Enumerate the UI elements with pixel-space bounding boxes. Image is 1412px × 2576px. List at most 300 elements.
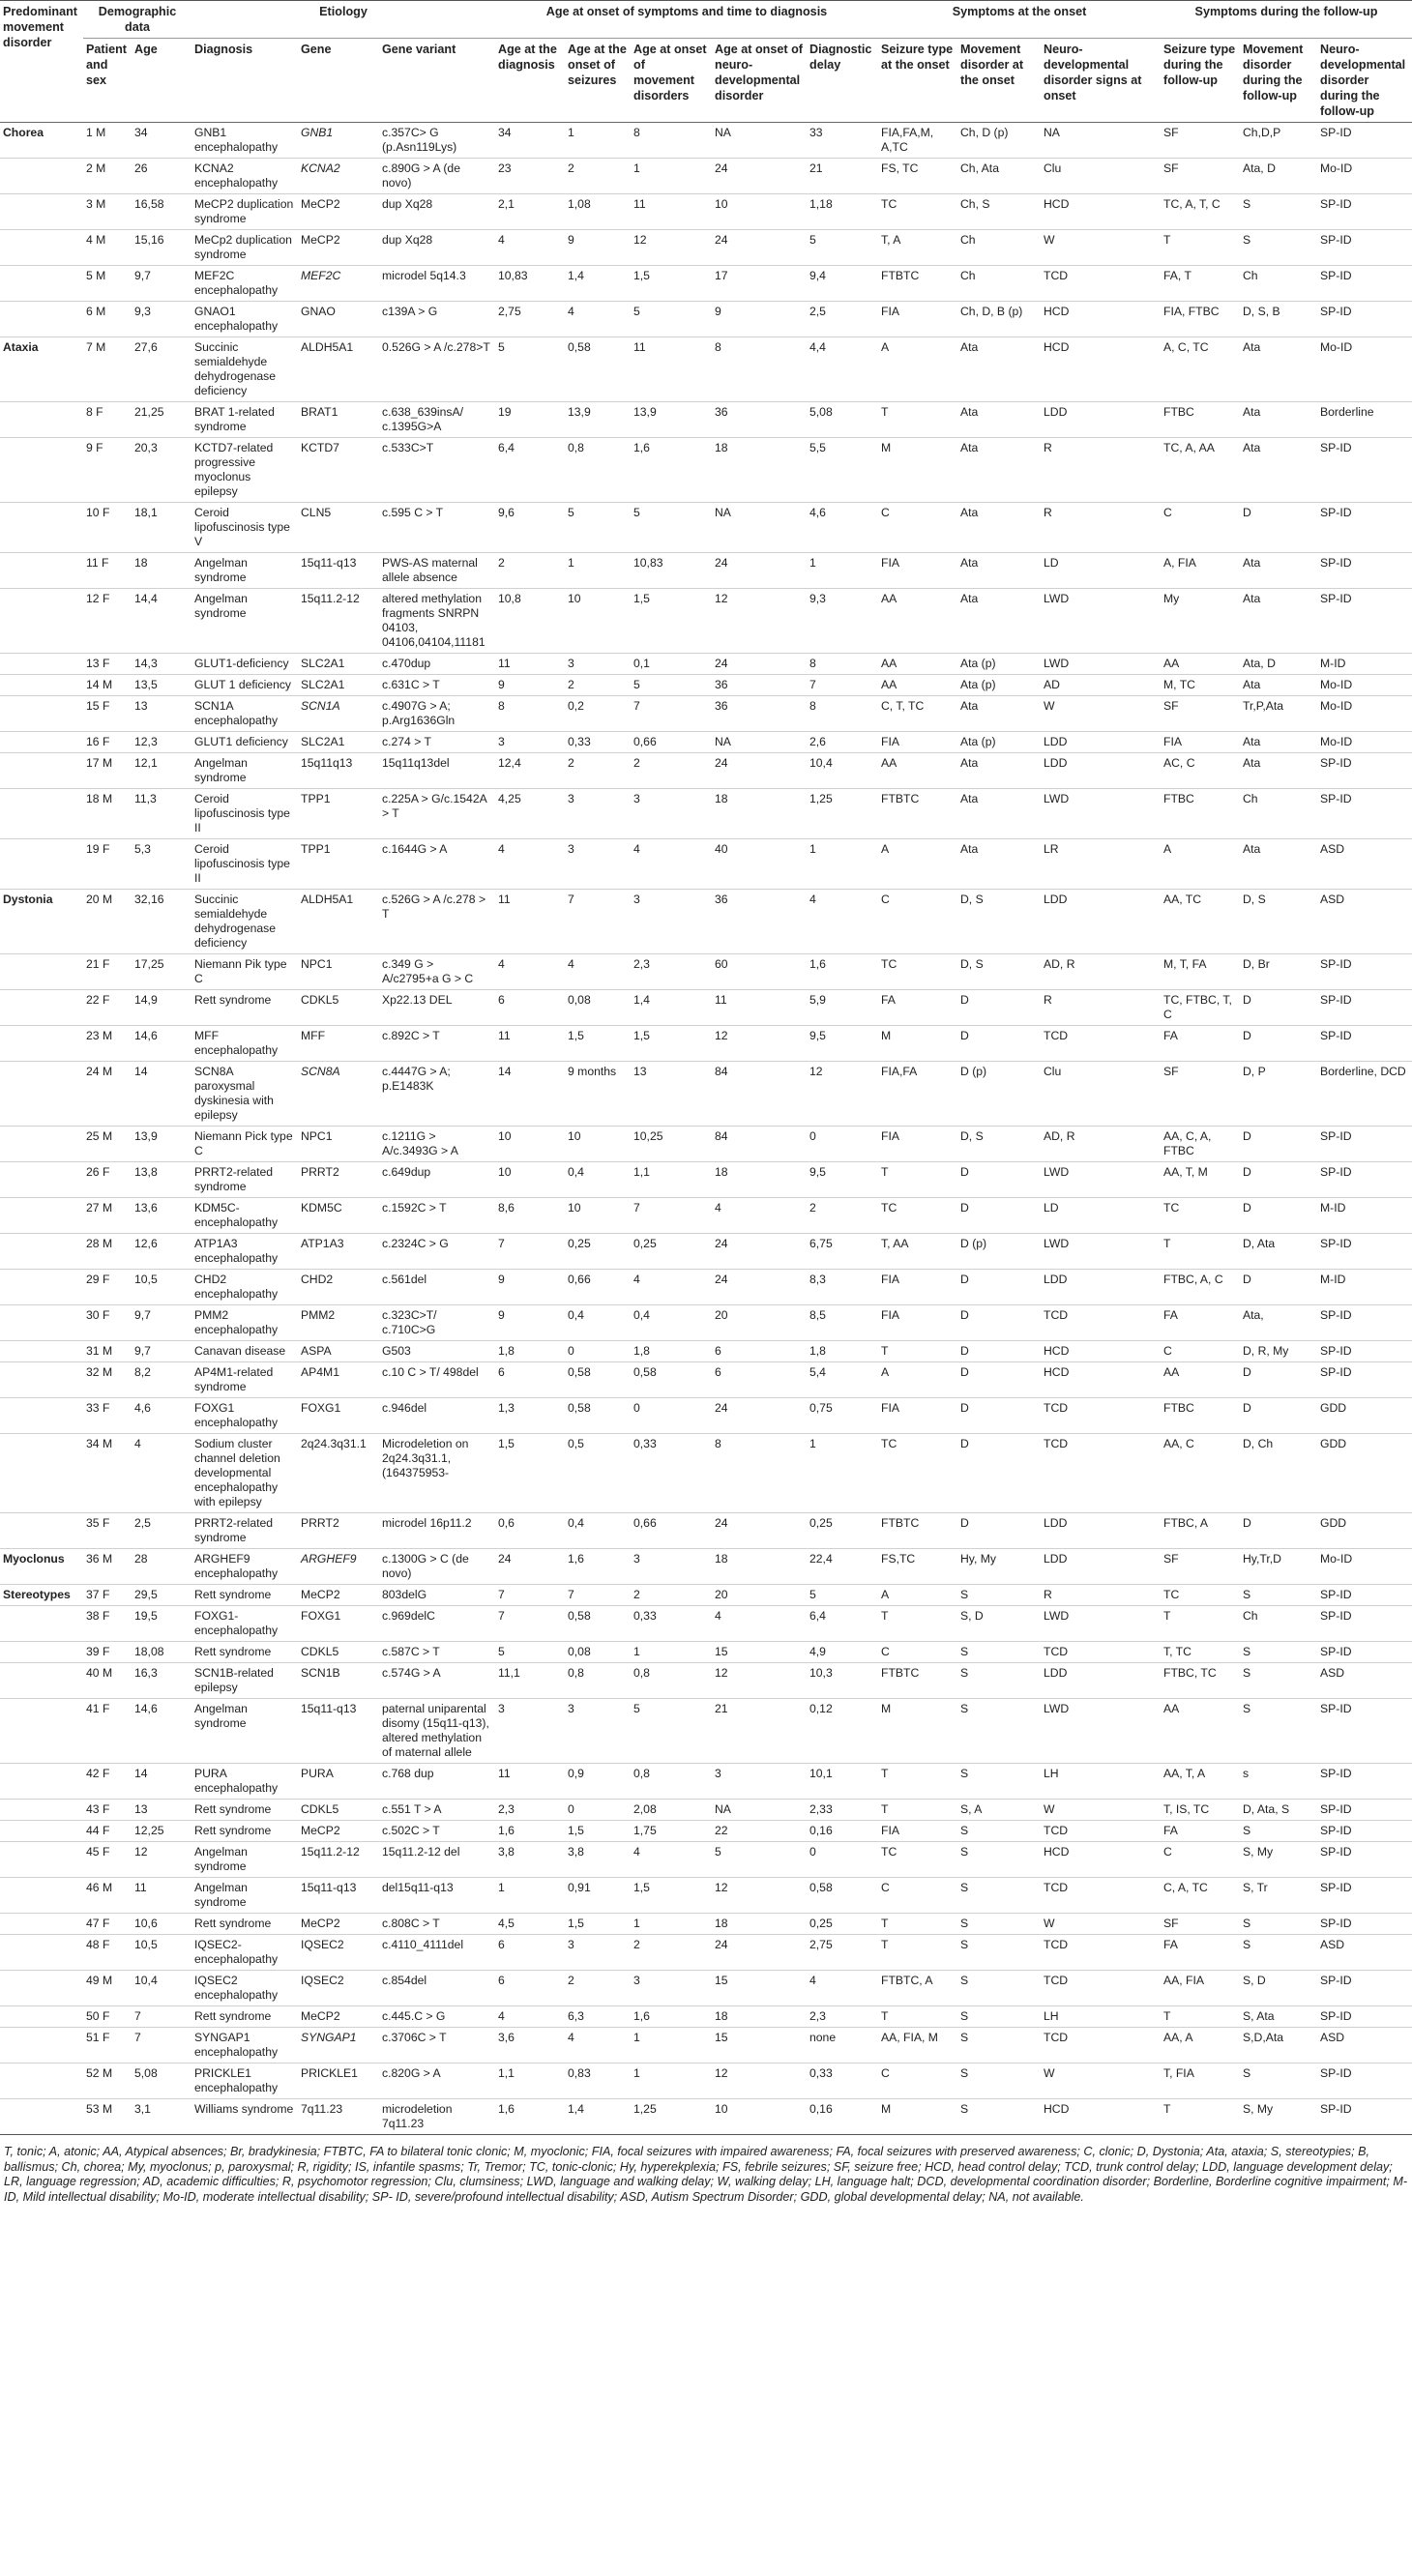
table-cell: TC [1161, 1585, 1240, 1606]
movement-group-cell: Myoclonus [0, 1549, 83, 1585]
table-cell: Ata (p) [957, 654, 1041, 675]
table-cell: FIA,FA,M, A,TC [878, 123, 957, 159]
table-cell: SP-ID [1317, 1162, 1412, 1198]
table-cell: 5,08 [132, 2064, 191, 2099]
table-cell: 10,83 [631, 553, 712, 589]
table-cell: 36 [712, 696, 807, 732]
table-cell: 9,5 [807, 1026, 878, 1062]
table-cell: 23 [495, 159, 565, 194]
table-cell: 5 [631, 503, 712, 553]
table-cell: 4 [712, 1198, 807, 1234]
table-cell: 2,75 [495, 302, 565, 337]
table-cell: D [957, 1305, 1041, 1341]
table-row [0, 1362, 1412, 1398]
table-cell: FIA [878, 302, 957, 337]
table-cell: S [957, 1699, 1041, 1764]
table-cell: FTBC [1161, 1398, 1240, 1434]
table-cell: 2,08 [631, 1800, 712, 1821]
table-cell: TCD [1041, 1821, 1161, 1842]
table-cell: M, TC [1161, 675, 1240, 696]
table-cell: Ata, D [1240, 159, 1317, 194]
table-row [0, 438, 1412, 503]
table-cell: 3 [712, 1764, 807, 1800]
table-cell: 1,08 [565, 194, 631, 230]
table-cell: c.225A > G/c.1542A > T [379, 789, 495, 839]
table-cell: MeCP2 [298, 1585, 379, 1606]
table-cell: C [1161, 503, 1240, 553]
table-cell: SF [1161, 696, 1240, 732]
table-cell: 4,9 [807, 1642, 878, 1663]
table-cell: Ata [957, 839, 1041, 890]
table-cell: 1 [631, 2028, 712, 2064]
table-cell: Borderline [1317, 402, 1412, 438]
table-cell: A [878, 839, 957, 890]
table-cell: LWD [1041, 589, 1161, 654]
table-cell: 0,33 [631, 1606, 712, 1642]
table-cell: Mo-ID [1317, 732, 1412, 753]
movement-group-cell [0, 1305, 83, 1341]
table-cell: SP-ID [1317, 1914, 1412, 1935]
table-cell: SYNGAP1 [298, 2028, 379, 2064]
table-cell: 803delG [379, 1585, 495, 1606]
table-cell: 9,7 [132, 1305, 191, 1341]
table-cell: c.551 T > A [379, 1800, 495, 1821]
movement-group-cell [0, 1398, 83, 1434]
table-cell: 1,5 [565, 1914, 631, 1935]
table-cell: 3 M [83, 194, 132, 230]
table-cell: 12 [712, 589, 807, 654]
table-cell: c.4907G > A; p.Arg1636Gln [379, 696, 495, 732]
table-cell: ASD [1317, 1663, 1412, 1699]
table-cell: SP-ID [1317, 954, 1412, 990]
table-cell: NPC1 [298, 954, 379, 990]
table-cell: SP-ID [1317, 1026, 1412, 1062]
table-cell: 11 [631, 194, 712, 230]
table-cell: SP-ID [1317, 553, 1412, 589]
table-cell: W [1041, 230, 1161, 266]
table-cell: 12,1 [132, 753, 191, 789]
table-cell: Angelman syndrome [191, 1878, 298, 1914]
table-cell: 18 [712, 2006, 807, 2028]
table-cell: Ata, [1240, 1305, 1317, 1341]
table-cell: BRAT 1-related syndrome [191, 402, 298, 438]
table-cell: TCD [1041, 1935, 1161, 1971]
table-cell: GLUT1-deficiency [191, 654, 298, 675]
table-cell: Niemann Pick type C [191, 1127, 298, 1162]
table-cell: 1,1 [631, 1162, 712, 1198]
table-cell: AA, FIA, M [878, 2028, 957, 2064]
table-cell: LDD [1041, 1549, 1161, 1585]
table-cell: 18 [712, 438, 807, 503]
table-cell: 16,3 [132, 1663, 191, 1699]
table-cell: S, My [1240, 1842, 1317, 1878]
movement-group-cell [0, 1127, 83, 1162]
table-cell: microdel 16p11.2 [379, 1513, 495, 1549]
movement-group-cell [0, 1699, 83, 1764]
table-cell: 0,6 [495, 1513, 565, 1549]
table-cell: 40 [712, 839, 807, 890]
table-cell: 27,6 [132, 337, 191, 402]
table-cell: ASD [1317, 839, 1412, 890]
table-cell: LWD [1041, 789, 1161, 839]
table-cell: 28 [132, 1549, 191, 1585]
table-cell: 13 [132, 696, 191, 732]
table-cell: 15 [712, 1971, 807, 2006]
table-cell: D [957, 1513, 1041, 1549]
table-cell: 0,4 [565, 1305, 631, 1341]
table-cell: FA [1161, 1821, 1240, 1842]
table-cell: 2q24.3q31.1 [298, 1434, 379, 1513]
table-cell: SP-ID [1317, 1341, 1412, 1362]
table-cell: W [1041, 2064, 1161, 2099]
table-cell: AD, R [1041, 954, 1161, 990]
table-cell: LDD [1041, 402, 1161, 438]
table-cell: 14,6 [132, 1699, 191, 1764]
table-cell: 20,3 [132, 438, 191, 503]
table-cell: FS,TC [878, 1549, 957, 1585]
table-cell: 1,5 [565, 1821, 631, 1842]
table-cell: 6 [712, 1362, 807, 1398]
table-cell: 17 M [83, 753, 132, 789]
table-cell: 33 [807, 123, 878, 159]
table-cell: SP-ID [1317, 1971, 1412, 2006]
table-cell: 0 [807, 1127, 878, 1162]
table-cell: T [878, 2006, 957, 2028]
table-cell: 16,58 [132, 194, 191, 230]
table-cell: D [1240, 503, 1317, 553]
table-cell: 0,25 [807, 1513, 878, 1549]
table-cell: SP-ID [1317, 753, 1412, 789]
table-cell: 9,7 [132, 1341, 191, 1362]
table-cell: 7 [495, 1606, 565, 1642]
table-cell: 9 months [565, 1062, 631, 1127]
table-cell: 12 F [83, 589, 132, 654]
table-cell: T [1161, 1234, 1240, 1270]
table-row [0, 123, 1412, 159]
movement-group-cell [0, 266, 83, 302]
table-cell: Angelman syndrome [191, 553, 298, 589]
table-cell: R [1041, 1585, 1161, 1606]
table-cell: SP-ID [1317, 1305, 1412, 1341]
table-cell: 1,4 [565, 2099, 631, 2135]
table-cell: TCD [1041, 1026, 1161, 1062]
table-cell: Rett syndrome [191, 2006, 298, 2028]
table-cell: Succinic semialdehyde dehydrogenase deficiency [191, 337, 298, 402]
table-cell: Ch, D, B (p) [957, 302, 1041, 337]
table-cell: 10,5 [132, 1270, 191, 1305]
table-cell: 14,9 [132, 990, 191, 1026]
table-cell: R [1041, 438, 1161, 503]
movement-group-cell [0, 675, 83, 696]
table-cell: 3 [565, 789, 631, 839]
table-cell: 34 [132, 123, 191, 159]
table-cell: Rett syndrome [191, 1800, 298, 1821]
table-cell: 10,8 [495, 589, 565, 654]
table-cell: c.1300G > C (de novo) [379, 1549, 495, 1585]
table-cell: Hy, My [957, 1549, 1041, 1585]
table-cell: 3 [631, 1971, 712, 2006]
table-cell: SF [1161, 1549, 1240, 1585]
table-cell: D [957, 1398, 1041, 1434]
table-cell: TC [1161, 1198, 1240, 1234]
table-cell: 1 [565, 123, 631, 159]
table-cell: c.892C > T [379, 1026, 495, 1062]
table-cell: A, C, TC [1161, 337, 1240, 402]
table-cell: S, Tr [1240, 1878, 1317, 1914]
subheader-cell: Age at the onset of seizures [565, 39, 631, 123]
table-cell: 5 [807, 1585, 878, 1606]
table-cell: 0,5 [565, 1434, 631, 1513]
header-symptoms-onset: Symptoms at the onset [878, 1, 1161, 39]
table-cell: AC, C [1161, 753, 1240, 789]
table-cell: M [878, 438, 957, 503]
table-cell: 1,6 [631, 2006, 712, 2028]
table-cell: NPC1 [298, 1127, 379, 1162]
table-cell: 24 [712, 654, 807, 675]
table-cell: PURA encephalopathy [191, 1764, 298, 1800]
table-cell: 20 M [83, 890, 132, 954]
table-cell: SLC2A1 [298, 675, 379, 696]
table-row [0, 1341, 1412, 1362]
table-cell: 1 [807, 839, 878, 890]
table-cell: 1,75 [631, 1821, 712, 1842]
table-cell: 10,25 [631, 1127, 712, 1162]
table-cell: 0,4 [565, 1513, 631, 1549]
table-row [0, 1026, 1412, 1062]
table-cell: 4 [631, 1842, 712, 1878]
table-cell: 0,83 [565, 2064, 631, 2099]
table-cell: 12 [807, 1062, 878, 1127]
table-cell: PMM2 encephalopathy [191, 1305, 298, 1341]
table-row [0, 990, 1412, 1026]
table-cell: 18 [712, 1162, 807, 1198]
subheader-cell: Seizure type during the follow-up [1161, 39, 1240, 123]
table-cell: D (p) [957, 1062, 1041, 1127]
table-row [0, 553, 1412, 589]
table-cell: 24 [712, 230, 807, 266]
table-cell: LDD [1041, 890, 1161, 954]
table-cell: 13,9 [631, 402, 712, 438]
table-cell: T [1161, 1606, 1240, 1642]
table-cell: 18 [132, 553, 191, 589]
table-cell: 60 [712, 954, 807, 990]
table-cell: 0,08 [565, 990, 631, 1026]
table-cell: 27 M [83, 1198, 132, 1234]
table-cell: 1 [495, 1878, 565, 1914]
table-cell: NA [712, 503, 807, 553]
table-cell: SF [1161, 1062, 1240, 1127]
table-cell: TCD [1041, 1434, 1161, 1513]
table-cell: 1 [565, 553, 631, 589]
table-cell: 0,58 [565, 1606, 631, 1642]
table-cell: GNAO1 encephalopathy [191, 302, 298, 337]
table-cell: FIA,FA [878, 1062, 957, 1127]
table-row [0, 1663, 1412, 1699]
table-cell: 0,1 [631, 654, 712, 675]
table-cell: Ata [957, 553, 1041, 589]
table-cell: 15 F [83, 696, 132, 732]
table-cell: 1,6 [495, 2099, 565, 2135]
table-cell: Ata (p) [957, 675, 1041, 696]
table-cell: LDD [1041, 732, 1161, 753]
table-header [0, 1, 1412, 123]
table-row [0, 1434, 1412, 1513]
table-cell: Williams syndrome [191, 2099, 298, 2135]
table-cell: SP-ID [1317, 503, 1412, 553]
table-cell: c.768 dup [379, 1764, 495, 1800]
table-cell: 52 M [83, 2064, 132, 2099]
table-cell: SP-ID [1317, 302, 1412, 337]
table-cell: 5 [631, 1699, 712, 1764]
table-cell: c139A > G [379, 302, 495, 337]
table-cell: Angelman syndrome [191, 753, 298, 789]
table-cell: 4 [495, 954, 565, 990]
table-cell: SP-ID [1317, 438, 1412, 503]
table-cell: GNB1 [298, 123, 379, 159]
table-cell: SP-ID [1317, 789, 1412, 839]
table-cell: FS, TC [878, 159, 957, 194]
table-cell: AA, C, A, FTBC [1161, 1127, 1240, 1162]
table-cell: SP-ID [1317, 2006, 1412, 2028]
table-cell: LWD [1041, 1234, 1161, 1270]
table-cell: D [957, 1162, 1041, 1198]
table-cell: 1,5 [631, 266, 712, 302]
table-cell: 47 F [83, 1914, 132, 1935]
table-cell: Ch, Ata [957, 159, 1041, 194]
table-cell: 11 F [83, 553, 132, 589]
table-cell: T [878, 1341, 957, 1362]
table-cell: Ch [957, 266, 1041, 302]
table-cell: 3,6 [495, 2028, 565, 2064]
table-cell: 39 F [83, 1642, 132, 1663]
table-cell: D, S [957, 1127, 1041, 1162]
table-cell: 2 [631, 753, 712, 789]
table-cell: A [878, 1362, 957, 1398]
table-cell: 6 [495, 1971, 565, 2006]
table-cell: FTBC, A, C [1161, 1270, 1240, 1305]
table-cell: S [957, 1935, 1041, 1971]
table-cell: 4 M [83, 230, 132, 266]
table-cell: FA [878, 990, 957, 1026]
table-cell: CLN5 [298, 503, 379, 553]
table-cell: 0 [565, 1800, 631, 1821]
subheader-cell: Age at onset of movement disorders [631, 39, 712, 123]
table-cell: Ata [957, 402, 1041, 438]
table-cell: c.854del [379, 1971, 495, 2006]
table-cell: 8,5 [807, 1305, 878, 1341]
table-cell: AA [1161, 1699, 1240, 1764]
table-cell: 1,3 [495, 1398, 565, 1434]
table-cell: GNB1 encephalopathy [191, 123, 298, 159]
movement-group-cell [0, 753, 83, 789]
table-cell: Niemann Pik type C [191, 954, 298, 990]
table-cell: TCD [1041, 1398, 1161, 1434]
table-cell: Ata [1240, 675, 1317, 696]
table-cell: NA [1041, 123, 1161, 159]
table-cell: SCN1A encephalopathy [191, 696, 298, 732]
table-cell: S [957, 1642, 1041, 1663]
table-cell: 1,5 [631, 589, 712, 654]
table-cell: 3 [565, 839, 631, 890]
table-cell: 40 M [83, 1663, 132, 1699]
table-cell: FTBC [1161, 789, 1240, 839]
table-row [0, 1305, 1412, 1341]
table-cell: Ceroid lipofuscinosis type II [191, 839, 298, 890]
table-cell: SF [1161, 159, 1240, 194]
table-cell: AA, C [1161, 1434, 1240, 1513]
table-cell: Microdeletion on 2q24.3q31.1, (164375953- [379, 1434, 495, 1513]
table-cell: Mo-ID [1317, 337, 1412, 402]
table-cell: LWD [1041, 1162, 1161, 1198]
table-cell: 31 M [83, 1341, 132, 1362]
table-cell: 7 [807, 675, 878, 696]
table-cell: FA [1161, 1935, 1240, 1971]
movement-group-cell [0, 194, 83, 230]
table-cell: 38 F [83, 1606, 132, 1642]
table-cell: 2,3 [807, 2006, 878, 2028]
table-cell: TPP1 [298, 789, 379, 839]
table-cell: 5 M [83, 266, 132, 302]
table-cell: 0,66 [631, 732, 712, 753]
movement-group-cell [0, 1026, 83, 1062]
table-cell: 34 [495, 123, 565, 159]
table-cell: S [957, 1585, 1041, 1606]
table-cell: 14 M [83, 675, 132, 696]
table-cell: 13 F [83, 654, 132, 675]
table-cell: 4 [631, 839, 712, 890]
table-cell: A [1161, 839, 1240, 890]
table-row [0, 1699, 1412, 1764]
table-row [0, 789, 1412, 839]
table-cell: ASD [1317, 2028, 1412, 2064]
table-cell: SLC2A1 [298, 732, 379, 753]
subheader-cell: Seizure type at the onset [878, 39, 957, 123]
table-cell: 2,5 [132, 1513, 191, 1549]
table-cell: KDM5C [298, 1198, 379, 1234]
table-cell: Ch, S [957, 194, 1041, 230]
table-cell: Ceroid lipofuscinosis type II [191, 789, 298, 839]
table-cell: 0.526G > A /c.278>T [379, 337, 495, 402]
table-cell: GNAO [298, 302, 379, 337]
table-cell: 9,5 [807, 1162, 878, 1198]
table-cell: R [1041, 990, 1161, 1026]
table-cell: FIA [878, 732, 957, 753]
table-cell: Ata, D [1240, 654, 1317, 675]
table-row [0, 1914, 1412, 1935]
movement-group-cell [0, 2099, 83, 2135]
table-cell: D [1240, 1513, 1317, 1549]
table-cell: T [878, 402, 957, 438]
table-cell: D, S [957, 890, 1041, 954]
subheader-cell: Age at onset of neuro-developmental disorder [712, 39, 807, 123]
table-row [0, 159, 1412, 194]
table-cell: 9 [495, 675, 565, 696]
table-cell: SP-ID [1317, 1362, 1412, 1398]
table-cell: FIA [878, 553, 957, 589]
table-cell: 4,5 [495, 1914, 565, 1935]
table-cell: Ata [1240, 438, 1317, 503]
table-cell: ALDH5A1 [298, 890, 379, 954]
table-cell: 1 [807, 1434, 878, 1513]
table-cell: GDD [1317, 1398, 1412, 1434]
table-cell: 0,4 [631, 1305, 712, 1341]
table-cell: 12 [712, 1663, 807, 1699]
table-cell: 43 F [83, 1800, 132, 1821]
table-cell: 12 [712, 2064, 807, 2099]
table-cell: 0,58 [631, 1362, 712, 1398]
table-cell: AA [1161, 1362, 1240, 1398]
table-cell: TCD [1041, 1878, 1161, 1914]
